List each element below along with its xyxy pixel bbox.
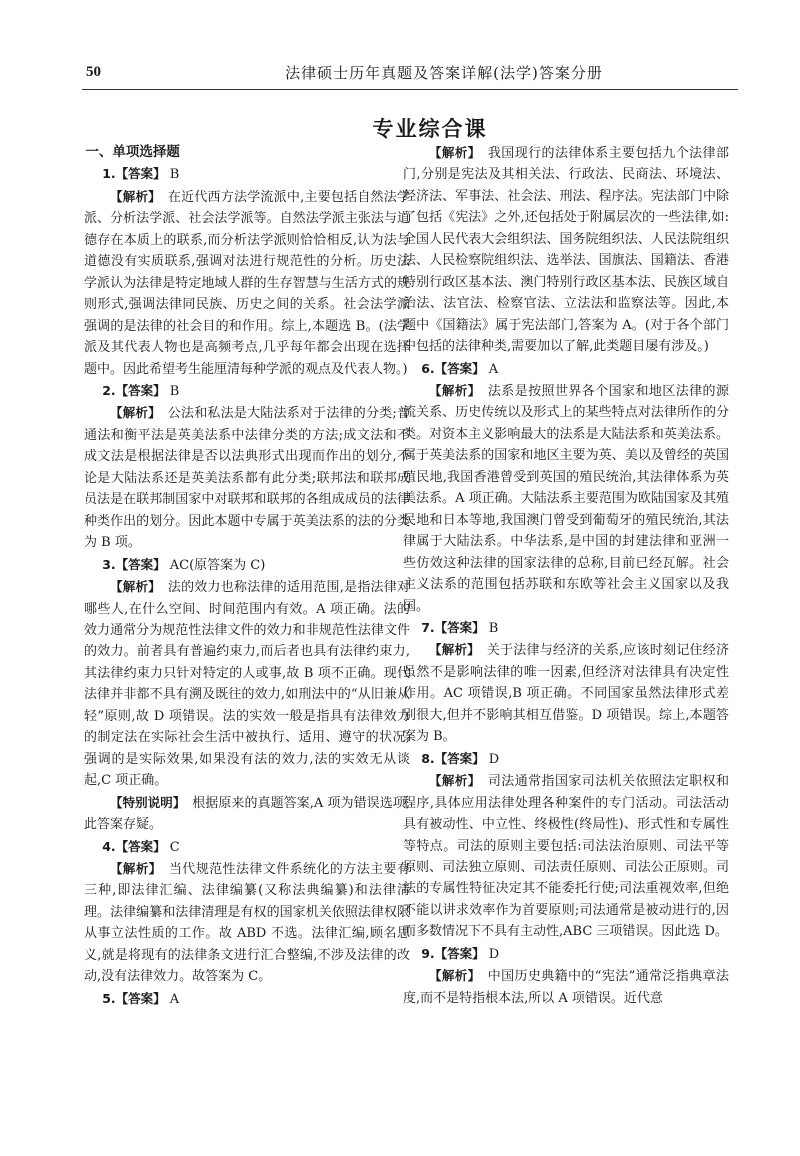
q5-analysis xyxy=(403,142,729,358)
q2-answer xyxy=(84,380,410,402)
analysis-label: 【解析】 xyxy=(110,579,155,595)
q7-answer xyxy=(403,617,729,639)
right-column xyxy=(403,142,729,1009)
note-text: 根据原来的真题答案,A 项为错误选项,此答案存疑。 xyxy=(84,795,410,833)
q2-analysis xyxy=(84,402,410,553)
analysis-text: 关于法律与经济的关系,应该时刻记住经济虽然不是影响法律的唯一因素,但经济对法律具有决定性作用。AC 项错误,B 项正确。不同国家虽然法律形式差别很大,但并不影响其相互借鉴。D 项错误。综上,本题答案为 B。 xyxy=(403,643,729,745)
answer-value: B xyxy=(165,167,180,183)
q1-answer xyxy=(84,163,410,185)
q3-analysis xyxy=(84,576,410,792)
q6-answer xyxy=(403,358,729,380)
answer-label: 9.【答案】 xyxy=(421,945,485,961)
q4-analysis xyxy=(84,858,410,988)
answer-label: 8.【答案】 xyxy=(421,750,485,766)
note-label: 【特别说明】 xyxy=(110,794,180,810)
analysis-text: 公法和私法是大陆法系对于法律的分类;普通法和衡平法是英美法系中法律分类的方法;成文法和不成文法是根据法律是否以法典形式出现而作出的划分,不论是大陆法系还是英美法系都有此分类;联邦法和联邦成员法是在联邦制国家中对联邦和联邦的各组成成员的法律种类作出的划分。因此本题中专属于英美法系的法的分类为 B 项。 xyxy=(84,406,410,551)
q8-answer xyxy=(403,748,729,770)
q4-answer xyxy=(84,836,410,858)
answer-value: D xyxy=(484,946,500,962)
analysis-text: 法系是按照世界各个国家和地区法律的源流关系、历史传统以及形式上的某些特点对法律所作的分类。对资本主义影响最大的法系是大陆法系和英美法系。属于英美法系的国家和地区主要为英、美以及曾经的英国殖民地,我国香港曾受到英国的殖民统治,其法律体系为英美法系。A 项正确。大陆法系主要范围为欧陆国家及其殖民地和日本等地,我国澳门曾受到葡萄牙的殖民统治,其法律属于大陆法系。中华法系,是中国的封建法律和亚洲一些仿效这种法律的国家法律的总称,目前已经瓦解。社会主义法系的范围包括苏联和东欧等社会主义国家以及我国。 xyxy=(403,383,729,614)
q9-analysis xyxy=(403,965,729,1009)
q5-answer xyxy=(84,988,410,1010)
q6-analysis xyxy=(403,380,729,617)
analysis-text: 在近代西方法学流派中,主要包括自然法学派、分析法学派、社会法学派等。自然法学派主张法与道德存在本质上的联系,而分析法学派则恰恰相反,认为法与道德没有实质联系,强调对法进行规范性的分析。历史法学派认为法律是特定地域人群的生存智慧与生活方式的规则形式,强调法律同民族、历史之间的关系。社会法学派强调的是法律的社会目的和作用。综上,本题选 B。(法学派及其代表人物也是高频考点,几乎每年都会出现在选择题中。因此希望考生能厘清每种学派的观点及代表人物。) xyxy=(84,189,410,377)
q3-answer xyxy=(84,554,410,576)
answer-value: A xyxy=(484,361,499,377)
answer-label: 6.【答案】 xyxy=(421,360,485,376)
answer-label: 3.【答案】 xyxy=(102,556,166,572)
running-head-title: 法律硕士历年真题及答案详解(法学)答案分册 xyxy=(285,64,603,82)
answer-label: 1.【答案】 xyxy=(102,166,166,182)
q1-analysis xyxy=(84,186,410,380)
q8-analysis xyxy=(403,770,729,943)
page-number: 50 xyxy=(86,64,101,80)
analysis-label: 【解析】 xyxy=(429,382,475,398)
analysis-label: 【解析】 xyxy=(429,145,475,160)
q9-answer xyxy=(403,943,729,965)
analysis-text: 法的效力也称法律的适用范围,是指法律对哪些人,在什么空间、时间范围内有效。A 项正确。法的效力通常分为规范性法律文件的效力和非规范性法律文件的效力。前者具有普遍约束力,而后者也具有法律约束力,其法律约束力只针对特定的人或事,故 B 项不正确。现代法律并非都不具有溯及既往的效力,如刑法中的“从旧兼从轻”原则,故 D 项错误。法的实效一般是指具有法律效力的制定法在实际社会生活中被执行、适用、遵守的状况,强调的是实际效果,如果没有法的效力,法的实效无从谈起,C 项正确。 xyxy=(84,580,410,789)
answer-value: C xyxy=(165,839,180,855)
analysis-text: 当代规范性法律文件系统化的方法主要有三种,即法律汇编、法律编纂(又称法典编纂)和法律清理。法律编纂和法律清理是有权的国家机关依照法律权限从事立法性质的工作。故 ABD 不选。法律汇编,顾名思义,就是将现有的法律条文进行汇合整编,不涉及法律的改动,没有法律效力。故答案为 C。 xyxy=(84,861,410,985)
answer-label: 2.【答案】 xyxy=(102,382,166,398)
analysis-label: 【解析】 xyxy=(110,860,156,876)
answer-value: B xyxy=(484,620,499,636)
analysis-label: 【解析】 xyxy=(110,188,155,204)
section-heading: 一、单项选择题 xyxy=(85,144,180,160)
q7-analysis xyxy=(403,639,729,747)
answer-value: D xyxy=(484,751,500,767)
answer-value: A xyxy=(165,991,180,1007)
answer-value: B xyxy=(165,383,180,399)
analysis-text: 司法通常指国家司法机关依照法定职权和程序,具体应用法律处理各种案件的专门活动。司法活动具有被动性、中立性、终极性(终局性)、形式性和专属性等特点。司法的原则主要包括:司法法治原则、司法平等原则、司法独立原则、司法责任原则、司法公正原则。司法的专属性特征决定其不能委托行使;司法重视效率,但绝不能以讲求效率作为首要原则;司法通常是被动进行的,因而多数情况下不具有主动性,ABC 三项错误。因此选 D。 xyxy=(403,774,729,940)
analysis-label: 【解析】 xyxy=(429,773,475,789)
analysis-label: 【解析】 xyxy=(429,968,475,984)
analysis-text: 我国现行的法律体系主要包括九个法律部门,分别是宪法及其相关法、行政法、民商法、环境法、经济法、军事法、社会法、刑法、程序法。宪法部门中除了包括《宪法》之外,还包括处于附属层次的一些法律,如:全国人民代表大会组织法、国务院组织法、人民法院组织法、人民检察院组织法、选举法、国旗法、国籍法、香港特别行政区基本法、澳门特别行政区基本法、民族区域自治法、法官法、检察官法、立法法和监察法等。因此,本题中《国籍法》属于宪法部门,答案为 A。(对于各个部门中包括的法律种类,需要加以了解,此类题目屡有涉及。) xyxy=(403,146,729,355)
q3-special-note xyxy=(84,792,410,836)
answer-label: 5.【答案】 xyxy=(102,990,166,1006)
analysis-label: 【解析】 xyxy=(429,642,474,658)
section-title: 专业综合课 xyxy=(372,117,488,141)
left-column xyxy=(84,142,410,1010)
analysis-text: 中国历史典籍中的“宪法”通常泛指典章法度,而不是特指根本法,所以 A 项错误。近代意 xyxy=(403,969,729,1006)
header-rule xyxy=(82,89,738,90)
answer-label: 4.【答案】 xyxy=(102,838,166,854)
answer-label: 7.【答案】 xyxy=(421,619,485,635)
answer-value: AC(原答案为 C) xyxy=(165,557,266,573)
analysis-label: 【解析】 xyxy=(110,405,155,421)
